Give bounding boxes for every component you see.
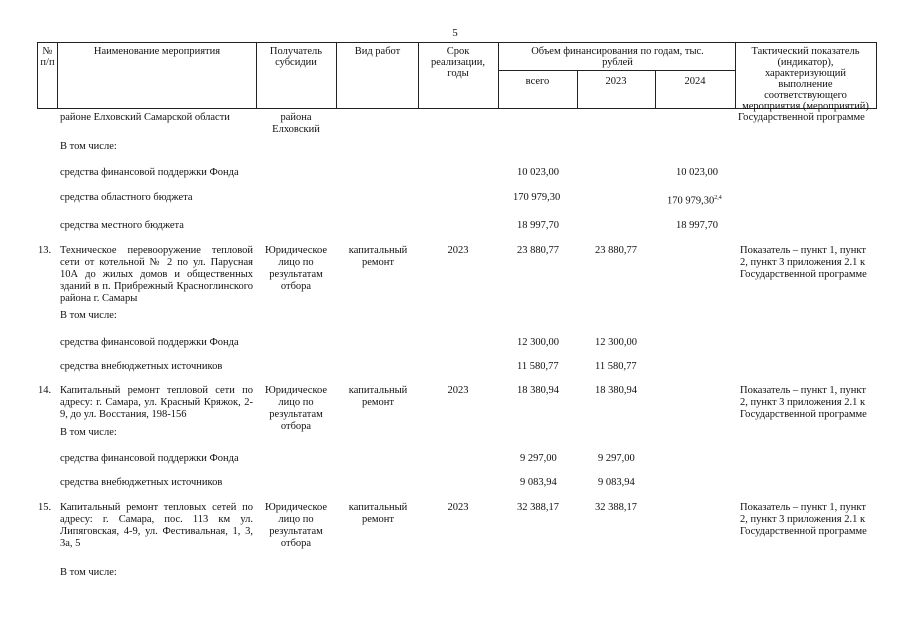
item-number: 15. (38, 502, 52, 513)
carryover-row-name: средства финансовой поддержки Фонда (60, 167, 239, 178)
item-recipient: Юридическое лицо по результатам отбора (264, 385, 328, 432)
item-period: 2023 (447, 502, 469, 513)
item-period: 2023 (447, 245, 469, 256)
item-period: 2023 (447, 385, 469, 396)
carryover-row-2024 (667, 192, 722, 208)
carryover-row-total: 18 997,70 (517, 220, 559, 231)
item-including: В том числе: (60, 567, 117, 578)
carryover-row-2024: 10 023,00 (676, 167, 718, 178)
item-total: 32 388,17 (517, 502, 559, 513)
header-2024: 2024 (684, 76, 706, 87)
item-work: капитальный ремонт (348, 245, 408, 268)
item-row-name: средства внебюджетных источников (60, 361, 223, 372)
item-name: Капитальный ремонт тепловой сети по адресу: г. Самара, ул. Красный Кряжок, 2-9, до ул. Восстания, 198-156 (60, 385, 253, 420)
item-indicator: Показатель – пункт 1, пункт 2, пункт 3 приложения 2.1 к Государственной программе (740, 502, 867, 537)
item-recipient: Юридическое лицо по результатам отбора (264, 502, 328, 549)
item-row-name: средства финансовой поддержки Фонда (60, 453, 239, 464)
header-num: № п/п (40, 46, 55, 68)
item-indicator: Показатель – пункт 1, пункт 2, пункт 3 приложения 2.1 к Государственной программе (740, 385, 867, 420)
item-row-2023: 9 297,00 (598, 453, 635, 464)
item-including: В том числе: (60, 427, 117, 438)
item-indicator: Показатель – пункт 1, пункт 2, пункт 3 приложения 2.1 к Государственной программе (740, 245, 867, 280)
item-row-name: средства финансовой поддержки Фонда (60, 337, 239, 348)
carryover-row-total: 10 023,00 (517, 167, 559, 178)
item-row-2023: 9 083,94 (598, 477, 635, 488)
carryover-row-2024: 18 997,70 (676, 220, 718, 231)
header-indicator: Тактический показатель (индикатор), характеризующий выполнение соответствующего мероприятия (мероприятий) (742, 46, 869, 112)
header-work: Вид работ (354, 46, 401, 57)
carryover-row-name: средства областного бюджета (60, 192, 193, 203)
header-recipient: Получатель субсидии (269, 46, 323, 68)
item-row-2023: 12 300,00 (595, 337, 637, 348)
header-period: Срок реализации, годы (431, 46, 485, 79)
item-row-total: 9 297,00 (520, 453, 557, 464)
item-recipient: Юридическое лицо по результатам отбора (264, 245, 328, 292)
item-number: 14. (38, 385, 52, 396)
carryover-recipient: района Елховский (272, 112, 320, 135)
item-row-total: 12 300,00 (517, 337, 559, 348)
item-2023: 32 388,17 (595, 502, 637, 513)
item-total: 23 880,77 (517, 245, 559, 256)
header-2023: 2023 (605, 76, 627, 87)
footnote-ref: 2,4 (714, 195, 722, 201)
item-row-2023: 11 580,77 (595, 361, 637, 372)
item-2023: 18 380,94 (595, 385, 637, 396)
item-name: Техническое перевооружение тепловой сети от котельной № 2 по ул. Парусная 10А до жилых домов и общественных зданий в п. Прибрежный Красноглинского района г. Самары (60, 245, 253, 304)
item-row-name: средства внебюджетных источников (60, 477, 223, 488)
item-work: капитальный ремонт (348, 502, 408, 525)
carryover-row-2024-value: 170 979,30 (667, 195, 715, 207)
item-including: В том числе: (60, 310, 117, 321)
carryover-row-name: средства местного бюджета (60, 220, 184, 231)
item-work: капитальный ремонт (348, 385, 408, 408)
carryover-including: В том числе: (60, 141, 117, 152)
item-2023: 23 880,77 (595, 245, 637, 256)
page-number: 5 (452, 27, 458, 39)
item-number: 13. (38, 245, 52, 256)
header-funding: Объем финансирования по годам, тыс. рублей (531, 46, 704, 68)
header-name: Наименование мероприятия (93, 46, 221, 57)
carryover-indicator: Государственной программе (738, 112, 865, 123)
item-row-total: 11 580,77 (517, 361, 559, 372)
item-row-total: 9 083,94 (520, 477, 557, 488)
carryover-name: районе Елховский Самарской области (60, 112, 230, 123)
carryover-row-total: 170 979,30 (513, 192, 561, 203)
item-total: 18 380,94 (517, 385, 559, 396)
header-total: всего (525, 76, 550, 87)
item-name: Капитальный ремонт тепловых сетей по адресу: г. Самара, пос. 113 км ул. Липяговская, 4-9, ул. Фестивальная, 1, 3, 3а, 5 (60, 502, 253, 549)
